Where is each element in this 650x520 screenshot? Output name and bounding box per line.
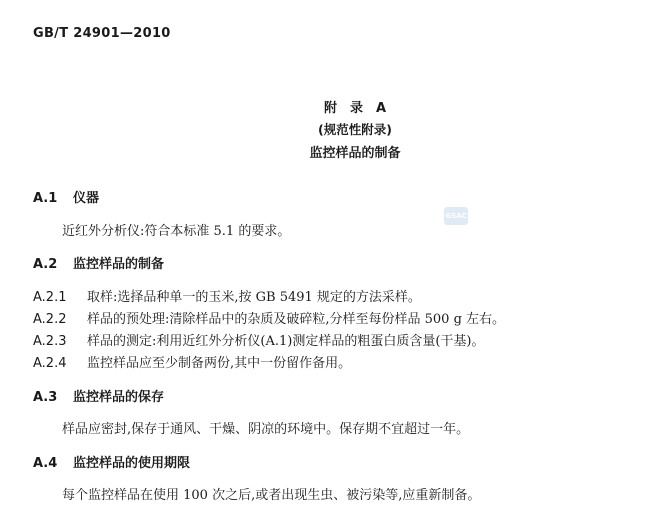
section-heading-a1 — [33, 187, 99, 206]
item-number: A.2.2 — [33, 312, 67, 327]
section-title: 监控样品的使用期限 — [73, 456, 191, 471]
list-item-a2-3 — [33, 330, 484, 349]
item-text: 样品的测定:利用近红外分析仪(A.1)测定样品的粗蛋白质含量(干基)。 — [87, 334, 485, 349]
item-number: A.2.4 — [33, 356, 67, 371]
section-number: A.3 — [33, 390, 58, 405]
appendix-type: (规范性附录) — [318, 122, 392, 137]
appendix-name: 监控样品的制备 — [309, 146, 401, 161]
section-number: A.1 — [33, 191, 58, 206]
appendix-title: 附 录 A — [323, 101, 387, 116]
section-heading-a3 — [33, 386, 164, 405]
watermark-logo: GSAC — [444, 207, 468, 225]
item-text: 监控样品应至少制备两份,其中一份留作备用。 — [87, 356, 352, 371]
section-paragraph-a3: 样品应密封,保存于通风、干燥、阴凉的环境中。保存期不宜超过一年。 — [62, 422, 470, 437]
item-number: A.2.3 — [33, 334, 67, 349]
section-number: A.2 — [33, 257, 58, 272]
section-title: 监控样品的制备 — [73, 257, 165, 272]
section-number: A.4 — [33, 456, 58, 471]
standard-code: GB/T 24901—2010 — [33, 26, 171, 41]
list-item-a2-4 — [33, 352, 351, 371]
list-item-a2-2 — [33, 308, 505, 327]
section-heading-a2 — [33, 253, 164, 272]
section-heading-a4 — [33, 452, 190, 471]
item-text: 样品的预处理:清除样品中的杂质及破碎粒,分样至每份样品 500 g 左右。 — [87, 312, 506, 327]
section-title: 仪器 — [73, 191, 100, 206]
item-text: 取样:选择品种单一的玉米,按 GB 5491 规定的方法采样。 — [87, 290, 421, 305]
item-number: A.2.1 — [33, 290, 67, 305]
list-item-a2-1 — [33, 286, 421, 305]
section-paragraph-a4: 每个监控样品在使用 100 次之后,或者出现生虫、被污染等,应重新制备。 — [62, 488, 481, 503]
section-paragraph-a1: 近红外分析仪:符合本标准 5.1 的要求。 — [62, 224, 291, 239]
section-title: 监控样品的保存 — [73, 390, 165, 405]
